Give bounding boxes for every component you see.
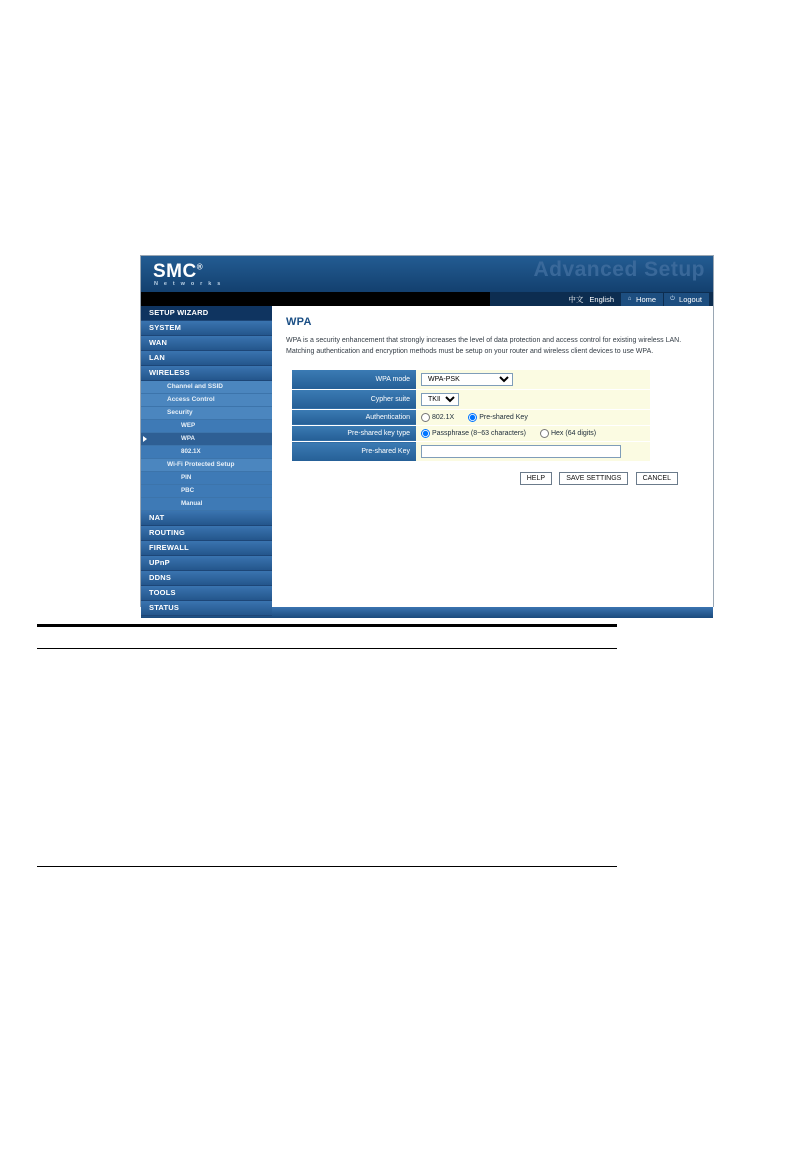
key-type-label: Pre-shared key type bbox=[292, 425, 416, 442]
authentication-option-psk[interactable] bbox=[468, 413, 528, 422]
power-icon: ⏻ bbox=[670, 295, 675, 302]
authentication-option-psk-label: Pre-shared Key bbox=[479, 413, 528, 421]
sidebar-label: Channel and SSID bbox=[167, 383, 223, 390]
form-button-row bbox=[286, 472, 684, 485]
form-row-key-type bbox=[292, 425, 650, 442]
authentication-radio-8021x[interactable] bbox=[421, 413, 430, 422]
sidebar-label: NAT bbox=[149, 513, 165, 522]
key-type-radio-group bbox=[421, 429, 646, 439]
authentication-option-8021x[interactable] bbox=[421, 413, 454, 422]
language-link-english[interactable]: English bbox=[589, 294, 615, 304]
sidebar-label: WAN bbox=[149, 338, 168, 347]
top-navigation-bar bbox=[141, 292, 713, 306]
sidebar bbox=[141, 306, 272, 612]
sidebar-item-setup-wizard[interactable] bbox=[141, 306, 272, 321]
sidebar-item-wpa[interactable] bbox=[141, 433, 272, 446]
sidebar-label: LAN bbox=[149, 353, 166, 362]
key-type-option-passphrase[interactable] bbox=[421, 429, 526, 439]
page-divider-top bbox=[37, 624, 617, 627]
key-type-value-cell bbox=[416, 425, 650, 442]
cypher-suite-label: Cypher suite bbox=[292, 389, 416, 409]
sidebar-item-routing[interactable] bbox=[141, 526, 272, 541]
cypher-suite-select[interactable] bbox=[421, 393, 459, 406]
logout-button-label: Logout bbox=[679, 294, 702, 304]
sidebar-label: UPnP bbox=[149, 558, 170, 567]
sidebar-item-ddns[interactable] bbox=[141, 571, 272, 586]
sidebar-item-channel-and-ssid[interactable] bbox=[141, 381, 272, 394]
pre-shared-key-label: Pre-shared Key bbox=[292, 442, 416, 462]
sidebar-item-wep[interactable] bbox=[141, 420, 272, 433]
authentication-radio-psk[interactable] bbox=[468, 413, 477, 422]
home-icon: ⌂ bbox=[627, 295, 632, 302]
key-type-option-hex-label: Hex (64 digits) bbox=[550, 429, 597, 437]
smc-logo-subtitle: N e t w o r k s bbox=[154, 281, 223, 287]
authentication-option-8021x-label: 802.1X bbox=[432, 413, 455, 421]
sidebar-label: SYSTEM bbox=[149, 323, 182, 332]
sidebar-label: WPA bbox=[181, 435, 195, 442]
sidebar-item-upnp[interactable] bbox=[141, 556, 272, 571]
cancel-button[interactable]: CANCEL bbox=[636, 472, 678, 485]
sidebar-item-firewall[interactable] bbox=[141, 541, 272, 556]
sidebar-item-pin[interactable] bbox=[141, 472, 272, 485]
sidebar-label: Security bbox=[167, 409, 193, 416]
authentication-label: Authentication bbox=[292, 409, 416, 425]
sidebar-label: DDNS bbox=[149, 573, 172, 582]
form-row-authentication bbox=[292, 409, 650, 425]
wpa-mode-value-cell bbox=[416, 370, 650, 390]
logout-button[interactable] bbox=[664, 293, 709, 306]
router-admin-window bbox=[140, 255, 714, 612]
page-title: WPA bbox=[286, 316, 312, 328]
sidebar-label: ROUTING bbox=[149, 528, 185, 537]
wpa-mode-label: WPA mode bbox=[292, 370, 416, 390]
app-body bbox=[141, 306, 713, 612]
home-button[interactable] bbox=[621, 293, 663, 306]
selection-arrow-icon bbox=[143, 436, 147, 442]
sidebar-label: FIREWALL bbox=[149, 543, 189, 552]
sidebar-label: WIRELESS bbox=[149, 368, 190, 377]
authentication-value-cell bbox=[416, 409, 650, 425]
key-type-radio-hex[interactable] bbox=[540, 429, 549, 438]
sidebar-label: STATUS bbox=[149, 603, 180, 612]
sidebar-item-tools[interactable] bbox=[141, 586, 272, 601]
home-button-label: Home bbox=[636, 294, 657, 304]
pre-shared-key-input[interactable] bbox=[421, 445, 621, 458]
sidebar-item-wifi-protected-setup[interactable] bbox=[141, 459, 272, 472]
sidebar-item-status[interactable] bbox=[141, 601, 272, 616]
key-type-radio-passphrase[interactable] bbox=[421, 429, 430, 438]
sidebar-label: Access Control bbox=[167, 396, 215, 403]
sidebar-item-nat[interactable] bbox=[141, 511, 272, 526]
app-header bbox=[141, 256, 713, 292]
sidebar-label: WEP bbox=[181, 422, 196, 429]
sidebar-label: SETUP WIZARD bbox=[149, 308, 209, 317]
sidebar-item-8021x[interactable] bbox=[141, 446, 272, 459]
sidebar-item-system[interactable] bbox=[141, 321, 272, 336]
sidebar-label: Manual bbox=[181, 500, 203, 507]
wpa-settings-form bbox=[292, 370, 650, 463]
sidebar-label: PIN bbox=[181, 474, 192, 481]
registered-mark: ® bbox=[196, 262, 204, 272]
pre-shared-key-value-cell bbox=[416, 442, 650, 462]
form-row-cypher-suite bbox=[292, 389, 650, 409]
sidebar-item-wireless[interactable] bbox=[141, 366, 272, 381]
language-link-chinese[interactable]: 中文 bbox=[568, 294, 584, 304]
page-divider-second bbox=[37, 648, 617, 649]
sidebar-label: Wi-Fi Protected Setup bbox=[167, 461, 235, 468]
key-type-option-passphrase-label: Passphrase (8~63 characters) bbox=[432, 429, 526, 437]
sidebar-item-wan[interactable] bbox=[141, 336, 272, 351]
sidebar-item-security[interactable] bbox=[141, 407, 272, 420]
wpa-mode-select[interactable] bbox=[421, 373, 513, 386]
help-button[interactable]: HELP bbox=[520, 472, 552, 485]
smc-logo-text: SMC bbox=[153, 261, 197, 282]
header-title: Advanced Setup bbox=[533, 258, 705, 281]
cypher-suite-value-cell bbox=[416, 389, 650, 409]
authentication-radio-group bbox=[421, 413, 646, 422]
navbar-left-filler bbox=[141, 292, 490, 306]
key-type-option-hex[interactable] bbox=[540, 429, 596, 439]
smc-logo bbox=[153, 261, 203, 283]
sidebar-label: 802.1X bbox=[181, 448, 201, 455]
form-row-wpa-mode bbox=[292, 370, 650, 390]
sidebar-item-lan[interactable] bbox=[141, 351, 272, 366]
sidebar-label: TOOLS bbox=[149, 588, 176, 597]
main-content bbox=[272, 306, 713, 607]
form-row-pre-shared-key bbox=[292, 442, 650, 462]
save-settings-button[interactable]: SAVE SETTINGS bbox=[559, 472, 628, 485]
sidebar-item-pbc[interactable] bbox=[141, 485, 272, 498]
sidebar-label: PBC bbox=[181, 487, 195, 494]
sidebar-item-access-control[interactable] bbox=[141, 394, 272, 407]
page-description: WPA is a security enhancement that strongly increases the level of data protection and access control for existing wireless LAN. Matching authentication and encryption methods must be setup on your router and wireless client devices to use WPA. bbox=[286, 337, 682, 355]
page-divider-bottom bbox=[37, 866, 617, 867]
sidebar-item-manual[interactable] bbox=[141, 498, 272, 511]
